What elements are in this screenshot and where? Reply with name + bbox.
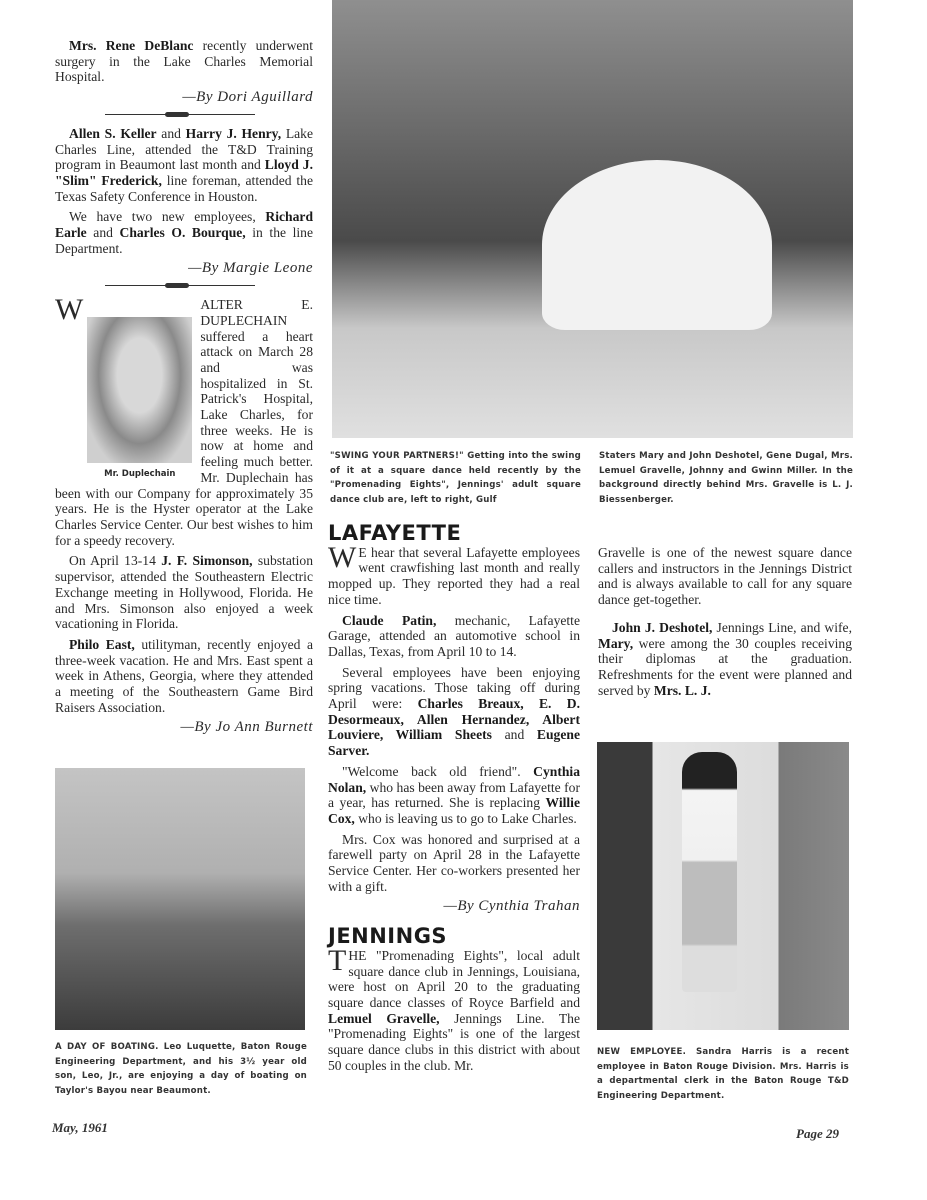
text-run: who is leaving us to go to Lake Charles. xyxy=(354,810,577,826)
bold-name: Eugene Sarver. xyxy=(328,727,580,759)
bold-name: Allen S. Keller xyxy=(69,125,157,141)
dance-caption-right: Staters Mary and John Deshotel, Gene Dugal, Mrs. Lemuel Gravelle, Johnny and Gwinn Miller. In the background directly behind Mrs. Gravelle is L. J. Biessenberger. xyxy=(599,451,853,505)
text-run: recently underwent surgery in the Lake Charles Memorial Hospital. xyxy=(55,38,313,85)
paragraph xyxy=(55,38,313,85)
paragraph xyxy=(328,943,580,1074)
text-run: Gravelle is one of the newest square dance callers and instructors in the Jennings District and is always available to call for any square dance get-together. xyxy=(598,545,852,608)
divider xyxy=(105,110,255,120)
bold-name: Harry J. Henry, xyxy=(185,125,282,141)
column-1 xyxy=(55,38,313,740)
photo-caption: Mr. Duplechain xyxy=(104,469,176,480)
page-number: Page 29 xyxy=(796,1126,839,1141)
text-run: Lake Charles Line, attended the T&D Training program in Beaumont last month and xyxy=(55,125,313,173)
divider xyxy=(105,281,255,291)
bold-name: Lemuel Gravelle, xyxy=(328,1010,440,1026)
bold-name: Philo East, xyxy=(69,636,135,652)
text-run: HE "Promenading Eights", local adult square dance club in Jennings, Louisiana, were host on April 20 to the graduating square dance classes of Royce Barfield and xyxy=(328,947,580,1010)
dance-caption-left: "SWING YOUR PARTNERS!" Getting into the swing of it at a square dance held recently by the "Promenading Eights", Jennings' adult square dance club are, left to right, Gulf xyxy=(330,451,581,505)
boating-photo-caption: A DAY OF BOATING. Leo Luquette, Baton Rouge Engineering Department, and his 3½ year old son, Leo, Jr., are enjoying a day of boating on Taylor's Bayou near Beaumont. xyxy=(55,1042,307,1096)
paragraph xyxy=(55,637,313,716)
paragraph-text xyxy=(328,540,580,607)
byline: —By Jo Ann Burnett xyxy=(180,719,313,736)
drop-cap: T xyxy=(328,943,347,977)
new-employee-photo xyxy=(597,742,849,1030)
text-run: Jennings Line. The "Promenading Eights" is one of the largest square dance clubs in this district with about 50 couples in the club. Mr. xyxy=(328,1010,580,1073)
duplechain-photo xyxy=(87,317,192,463)
text-run: utilityman, recently enjoyed a three-week vacation. He and Mrs. East spent a week in Athens, Georgia, where they attended a meeting of the Southeastern Game Bird Raisers Association. xyxy=(55,636,313,715)
bold-name: Lloyd J. "Slim" Frederick, xyxy=(55,157,313,188)
bold-name: Charles O. Bourque, xyxy=(119,225,246,241)
text-run: and xyxy=(156,125,186,141)
bold-name: Mrs. L. J. xyxy=(653,682,711,698)
text-run: Mrs. Cox was honored and surprised at a farewell party on April 28 in the Lafayette Service Center. Her co-workers presented her with a gift. xyxy=(328,831,580,894)
paragraph xyxy=(598,620,852,699)
paragraph-text xyxy=(328,943,580,1073)
text-run: and xyxy=(86,225,120,241)
drop-cap: W xyxy=(55,293,84,327)
byline: —By Dori Aguillard xyxy=(182,89,313,106)
text-run: Several employees have been enjoying spring vacations. Those taking off during April were: xyxy=(328,664,580,712)
drop-cap: W xyxy=(328,540,357,574)
byline: —By Cynthia Trahan xyxy=(443,898,580,915)
text-run: mechanic, Lafayette Garage, attended an automotive school in Dallas, Texas, from April 10 to 14. xyxy=(328,612,580,659)
square-dance-photo xyxy=(332,0,853,438)
bold-name: John J. Deshotel, xyxy=(612,619,713,635)
paragraph xyxy=(328,613,580,660)
column-3 xyxy=(598,545,852,703)
bold-name: Mary, xyxy=(598,635,634,651)
bold-name: Cynthia Nolan, xyxy=(328,763,580,795)
bold-name: J. F. Simonson, xyxy=(161,553,253,569)
byline: —By Margie Leone xyxy=(188,260,313,277)
text-run: line foreman, attended the Texas Safety Conference in Houston. xyxy=(55,172,313,204)
text-run: who has been away from Lafayette for a year, has returned. She is replacing xyxy=(328,779,580,811)
section-heading-jennings: JENNINGS xyxy=(328,924,448,949)
paragraph xyxy=(55,553,313,632)
text-run: and xyxy=(491,727,537,743)
paragraph xyxy=(328,832,580,895)
text-run: "Welcome back old friend". xyxy=(342,763,534,779)
text-run: in the line Department. xyxy=(55,225,313,256)
paragraph xyxy=(328,764,580,827)
footer-date: May, 1961 xyxy=(52,1120,108,1135)
bold-name: Willie Cox, xyxy=(328,795,580,826)
bold-name: Charles Breaux, E. D. Desormeaux, Allen Hernandez, Albert Louviere, William Sheets xyxy=(328,696,580,743)
column-2 xyxy=(328,521,580,1079)
section-heading-lafayette: LAFAYETTE xyxy=(328,521,462,545)
bold-name: Claude Patin, xyxy=(342,612,437,628)
duplechain-photo-block xyxy=(87,317,192,483)
paragraph xyxy=(598,545,852,608)
text-run: substation supervisor, attended the Southeastern Electric Exchange meeting in Hollywood, Florida. He and Mrs. Simonson also enjoyed a week vacationing in Florida. xyxy=(55,553,314,632)
boating-photo xyxy=(55,768,305,1030)
text-run: E hear that several Lafayette employees went crawfishing last month and really mopped up. They reported they had a real nice time. xyxy=(328,544,580,607)
bold-name: Mrs. Rene DeBlanc xyxy=(69,38,194,53)
bold-name: Richard Earle xyxy=(55,209,313,241)
new-employee-caption: NEW EMPLOYEE. Sandra Harris is a recent employee in Baton Rouge Division. Mrs. Harris is a departmental clerk in the Baton Rouge T&D Engineering Department. xyxy=(597,1047,849,1101)
text-run: We have two new employees, xyxy=(69,209,266,225)
text-run: Jennings Line, and wife, xyxy=(712,619,852,635)
paragraph xyxy=(328,540,580,608)
text-run: ALTER E. DUPLECHAIN suffered a heart attack on March 28 and was hospitalized in St. Patrick's Hospital, Lake Charles, for three weeks. He is now at home and feeling much better. Mr. Duplechain has been with our Company for approximately 35 years. He is the Hyster operator at the Lake Charles Service Center. Our best wishes to him for a speedy recovery. xyxy=(55,297,313,548)
paragraph xyxy=(55,126,313,205)
text-run: On April 13-14 xyxy=(69,553,162,569)
paragraph xyxy=(328,665,580,759)
paragraph xyxy=(55,209,313,256)
text-run: were among the 30 couples receiving their diplomas at the graduation. Refreshments for the event were planned and served by xyxy=(598,635,852,698)
duplechain-article xyxy=(55,293,313,548)
